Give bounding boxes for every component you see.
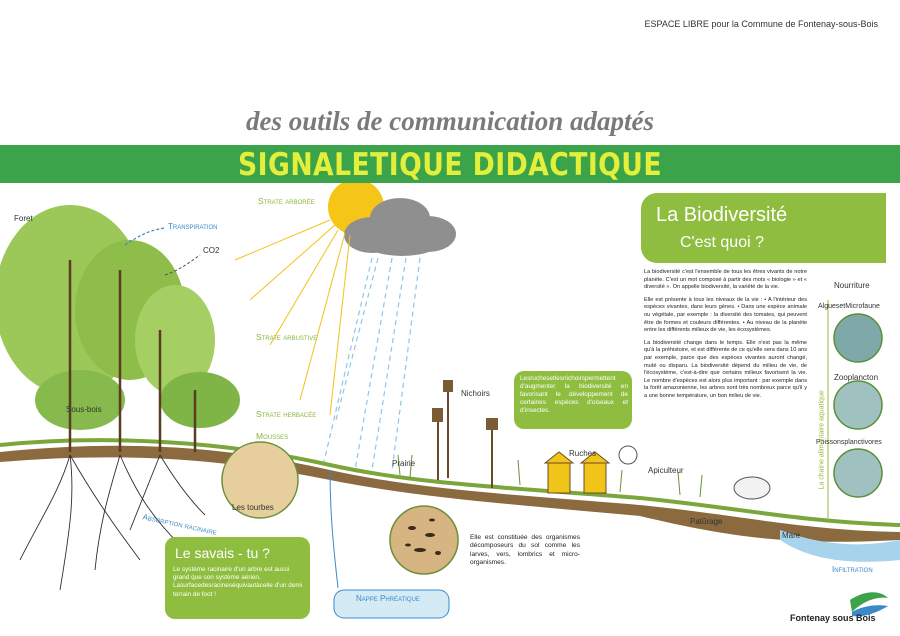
label-zooplancton: Zooplancton (834, 373, 879, 382)
label-les-tourbes: Les tourbes (232, 503, 274, 512)
label-strate-arboree: Strate arborée (258, 196, 315, 206)
label-transpiration: Transpiration (168, 222, 218, 231)
label-absorption-racinaire: Absorption racinaire (141, 512, 218, 537)
label-apiculteur: Apiculteur (648, 466, 684, 475)
food-chain-circles (834, 314, 882, 497)
label-paturage: Patûrage (690, 517, 723, 526)
label-prairie: Prairie (392, 459, 416, 468)
label-nourriture: Nourriture (834, 281, 870, 290)
header-note: ESPACE LIBRE pour la Commune de Fontenay-sous-Bois (644, 19, 878, 29)
biodiversite-paragraph: La biodiversité change dans le temps. Elle n'est pas la même qu'à la préhistoire, et est différente de ce qu'elle sera dans 10 ans par exemple, parce que des espèces vivantes auront changé, muté ou disparu. La biodiversité dépend du milieu de vie, de l'écosystème, c'est-à-dire que certains milieux favorisent la vie. Le nombre d'espèces est alors plus important : par exemple dans la forêt amazonienne, les arbres sont très nombreux parce qu'il y a une bonne température, un bon milieu de vie. (644, 339, 807, 399)
label-nichoirs: Nichoirs (461, 389, 490, 398)
organisms-text: Elle est constituée des organismes décomposeurs du sol comme les larves, vers, lombrics et micro-organismes. (470, 534, 580, 567)
label-mare: Mare (782, 531, 801, 540)
infiltration-arrow (330, 470, 338, 588)
biodiversite-title: La Biodiversité (656, 204, 788, 226)
organisms-circle (390, 506, 458, 574)
label-co2: CO2 (203, 246, 220, 255)
label-infiltration: Infiltration (832, 565, 873, 574)
savais-tu-title: Le savais - tu ? (175, 545, 270, 561)
sheep-icon (734, 477, 770, 499)
label-poissons: Poissonsplanctivores (816, 439, 882, 446)
rain-lines (322, 258, 420, 470)
biodiversite-subtitle: C'est quoi ? (680, 234, 764, 251)
biodiversite-text (644, 269, 807, 406)
label-foret: Foret (14, 214, 33, 223)
savais-tu-text: Le système racinaire d'un arbre est aussi grand que son système aérien. Lasurfacedesracineséquivautàcelle d'un demi terrain de foot ! (173, 566, 303, 598)
label-strate-herbacee: Strate herbacée (256, 409, 317, 419)
ruches-info-text: Lesruchesetlesnichoirspermettent d'augmenter la biodiversité en favorisant le développement de certaines espèces d'oiseaux et d'insectes. (520, 375, 628, 414)
label-mousses: Mousses (256, 431, 289, 441)
label-sous-bois: Sous-bois (66, 405, 102, 414)
label-strate-arbustive: Strate arbustive (256, 332, 318, 342)
ruches-icon (545, 452, 609, 493)
subtitle: des outils de communication adaptés (245, 106, 655, 136)
apiculteur-icon (619, 446, 637, 464)
label-ruches: Ruches (569, 449, 597, 458)
banner-title: SIGNALETIQUE DIDACTIQUE (238, 147, 662, 183)
forest-trees (0, 205, 240, 452)
label-chaine-alimentaire: La chaine alimentaire aquatique (818, 390, 826, 490)
biodiversite-paragraph: La biodiversité c'est l'ensemble de tous les êtres vivants de notre planète. C'est un mot composé à partir des mots « biologie » et « diversité ». On appelle biodiversité, la variété de la vie. (644, 269, 807, 291)
sun-rays (235, 220, 350, 415)
logo-text: Fontenay sous Bois (790, 613, 876, 623)
label-nappe-phreatique: Nappe Phréatique (356, 594, 420, 603)
nichoirs-icon (438, 390, 492, 488)
label-algues-microfaune: AlguesetMicrofaune (818, 303, 880, 310)
biodiversite-paragraph: Elle est présente à tous les niveaux de la vie : • A l'intérieur des espèces vivantes, dans leurs gènes. • Dans une espèce animale ou végétale, par exemple : la diversité des tomates, qui peuvent être de formes et couleurs différentes. • Au niveau de la planète entre les différents milieux de vie, les écosystèmes. (644, 296, 807, 334)
